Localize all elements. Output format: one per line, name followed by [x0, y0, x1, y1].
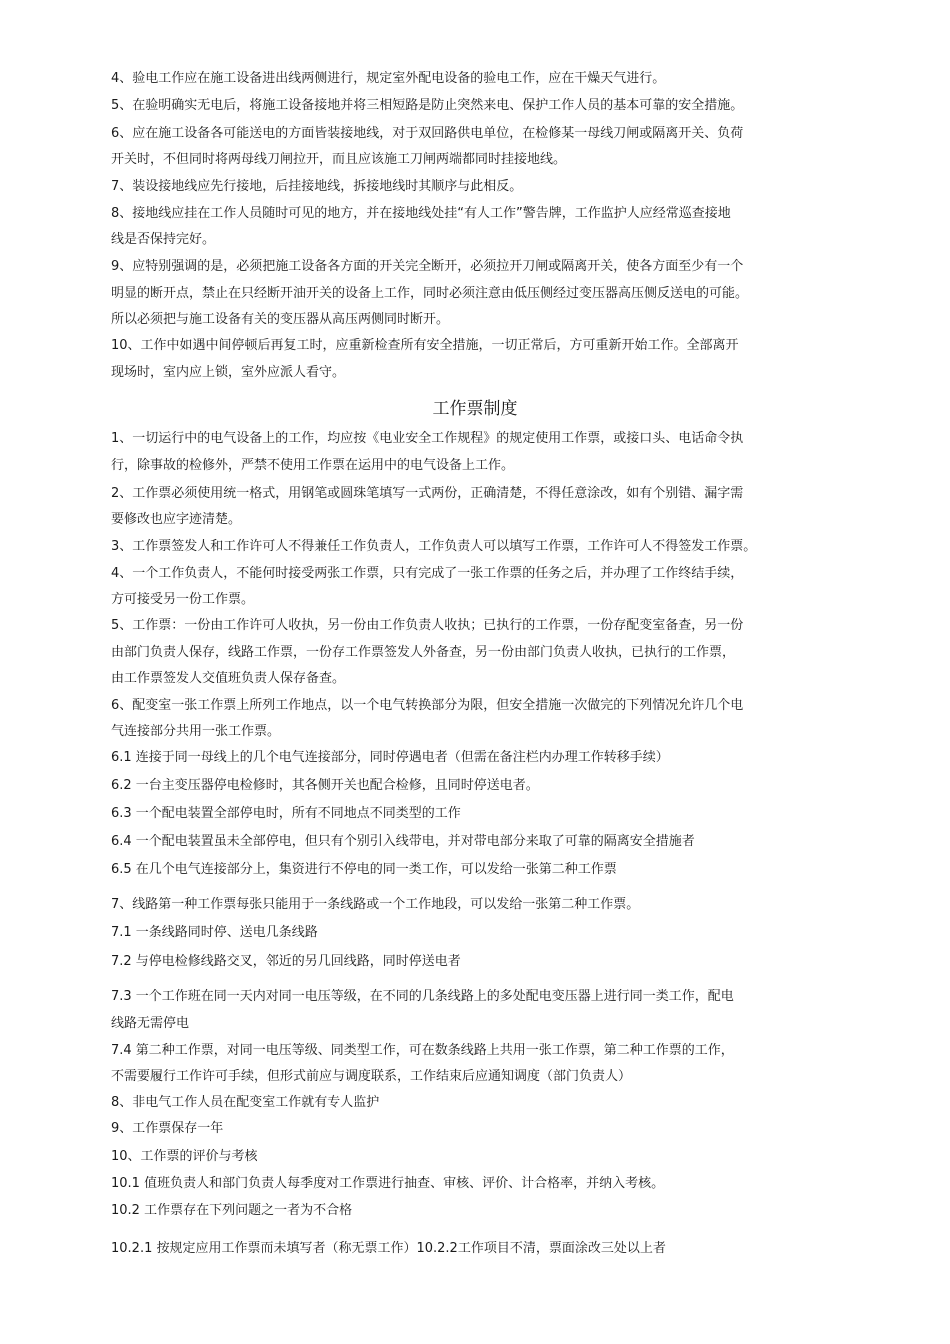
paragraph-line: 由部门负责人保存，线路工作票，一份存工作票签发人外备查，另一份由部门负责人收执，已执行的工作票，	[111, 645, 736, 660]
paragraph-line: 2、工作票必须使用统一格式，用钢笔或圆珠笔填写一式两份，正确清楚，不得任意涂改，如有个别错、漏字需	[111, 486, 744, 501]
paragraph-line: 9、工作票保存一年	[111, 1121, 224, 1136]
paragraph-line: 9、应特别强调的是，必须把施工设备各方面的开关完全断开，必须拉开刀闸或隔离开关，使各方面至少有一个	[111, 259, 744, 274]
paragraph-line: 7、线路第一种工作票每张只能用于一条线路或一个工作地段，可以发给一张第二种工作票。	[111, 897, 640, 912]
paragraph-line: 1、一切运行中的电气设备上的工作，均应按《电业安全工作规程》的规定使用工作票，或接口头、电话命令执	[111, 431, 744, 446]
paragraph-line: 6.1 连接于同一母线上的几个电气连接部分，同时停遇电者（但需在备注栏内办理工作转移手续）	[111, 750, 669, 765]
paragraph-line: 10.2.1 按规定应用工作票而未填写者（称无票工作）10.2.2工作项目不清，票面涂改三处以上者	[111, 1241, 666, 1256]
page-title: 工作票制度	[432, 399, 518, 419]
paragraph-line: 方可接受另一份工作票。	[111, 592, 255, 607]
paragraph-line: 10.1 值班负责人和部门负责人每季度对工作票进行抽查、审核、评价、计合格率，并纳入考核。	[111, 1176, 665, 1191]
paragraph-line: 6.4 一个配电装置虽未全部停电，但只有个别引入线带电，并对带电部分来取了可靠的隔离安全措施者	[111, 834, 695, 849]
paragraph-line: 5、工作票：一份由工作许可人收执，另一份由工作负责人收执；已执行的工作票，一份存配变室备查，另一份	[111, 618, 744, 633]
paragraph-line: 明显的断开点，禁止在只经断开油开关的设备上工作，同时必须注意由低压侧经过变压器高压侧反送电的可能。	[111, 286, 749, 301]
paragraph-line: 不需要履行工作许可手续，但形式前应与调度联系，工作结束后应通知调度（部门负责人）	[111, 1069, 632, 1084]
paragraph-line: 4、一个工作负责人，不能何时接受两张工作票，只有完成了一张工作票的任务之后，并办理了工作终结手续，	[111, 566, 744, 581]
paragraph-line: 3、工作票签发人和工作许可人不得兼任工作负责人，工作负责人可以填写工作票，工作许可人不得签发工作票。	[111, 539, 757, 554]
paragraph-line: 要修改也应字迹清楚。	[111, 512, 242, 527]
paragraph-line: 线是否保持完好。	[111, 232, 216, 247]
paragraph-line: 5、在验明确实无电后，将施工设备接地并将三相短路是防止突然来电、保护工作人员的基本可靠的安全措施。	[111, 98, 744, 113]
paragraph-line: 10、工作中如遇中间停顿后再复工时，应重新检查所有安全措施，一切正常后，方可重新开始工作。全部离开	[111, 338, 739, 353]
paragraph-line: 7、装设接地线应先行接地，后挂接地线，拆接地线时其顺序与此相反。	[111, 179, 523, 194]
paragraph-line: 6、应在施工设备各可能送电的方面皆装接地线，对于双回路供电单位，在检修某一母线刀闸或隔离开关、负荷	[111, 126, 744, 141]
paragraph-line: 所以必须把与施工设备有关的变压器从高压两侧同时断开。	[111, 312, 450, 327]
paragraph-line: 6.3 一个配电装置全部停电时，所有不同地点不同类型的工作	[111, 806, 461, 821]
paragraph-line: 7.4 第二种工作票，对同一电压等级、同类型工作，可在数条线路上共用一张工作票，第二种工作票的工作，	[111, 1043, 734, 1058]
paragraph-line: 10、工作票的评价与考核	[111, 1149, 258, 1164]
paragraph-line: 行，除事故的检修外，严禁不使用工作票在运用中的电气设备上工作。	[111, 458, 515, 473]
paragraph-line: 8、接地线应挂在工作人员随时可见的地方，并在接地线处挂“有人工作”警告牌，工作监护人应经常巡查接地	[111, 206, 731, 221]
paragraph-line: 6.2 一台主变压器停电检修时，其各侧开关也配合检修，且同时停送电者。	[111, 778, 539, 793]
paragraph-line: 6、配变室一张工作票上所列工作地点，以一个电气转换部分为限，但安全措施一次做完的下列情况允许几个电	[111, 698, 744, 713]
paragraph-line: 8、非电气工作人员在配变室工作就有专人监护	[111, 1095, 380, 1110]
paragraph-line: 开关时，不但同时将两母线刀闸拉开，而且应该施工刀闸两端都同时挂接地线。	[111, 152, 567, 167]
paragraph-line: 由工作票签发人交值班负责人保存备查。	[111, 671, 346, 686]
paragraph-line: 7.3 一个工作班在同一天内对同一电压等级，在不同的几条线路上的多处配电变压器上进行同一类工作，配电	[111, 989, 734, 1004]
paragraph-line: 7.1 一条线路同时停、送电几条线路	[111, 925, 318, 940]
paragraph-line: 7.2 与停电检修线路交叉，邻近的另几回线路，同时停送电者	[111, 954, 461, 969]
paragraph-line: 现场时，室内应上锁，室外应派人看守。	[111, 365, 346, 380]
paragraph-line: 10.2 工作票存在下列问题之一者为不合格	[111, 1203, 353, 1218]
paragraph-line: 气连接部分共用一张工作票。	[111, 724, 281, 739]
paragraph-line: 6.5 在几个电气连接部分上，集资进行不停电的同一类工作，可以发给一张第二种工作票	[111, 862, 617, 877]
paragraph-line: 线路无需停电	[111, 1016, 190, 1031]
paragraph-line: 4、验电工作应在施工设备进出线两侧进行，规定室外配电设备的验电工作，应在干燥天气进行。	[111, 71, 666, 86]
